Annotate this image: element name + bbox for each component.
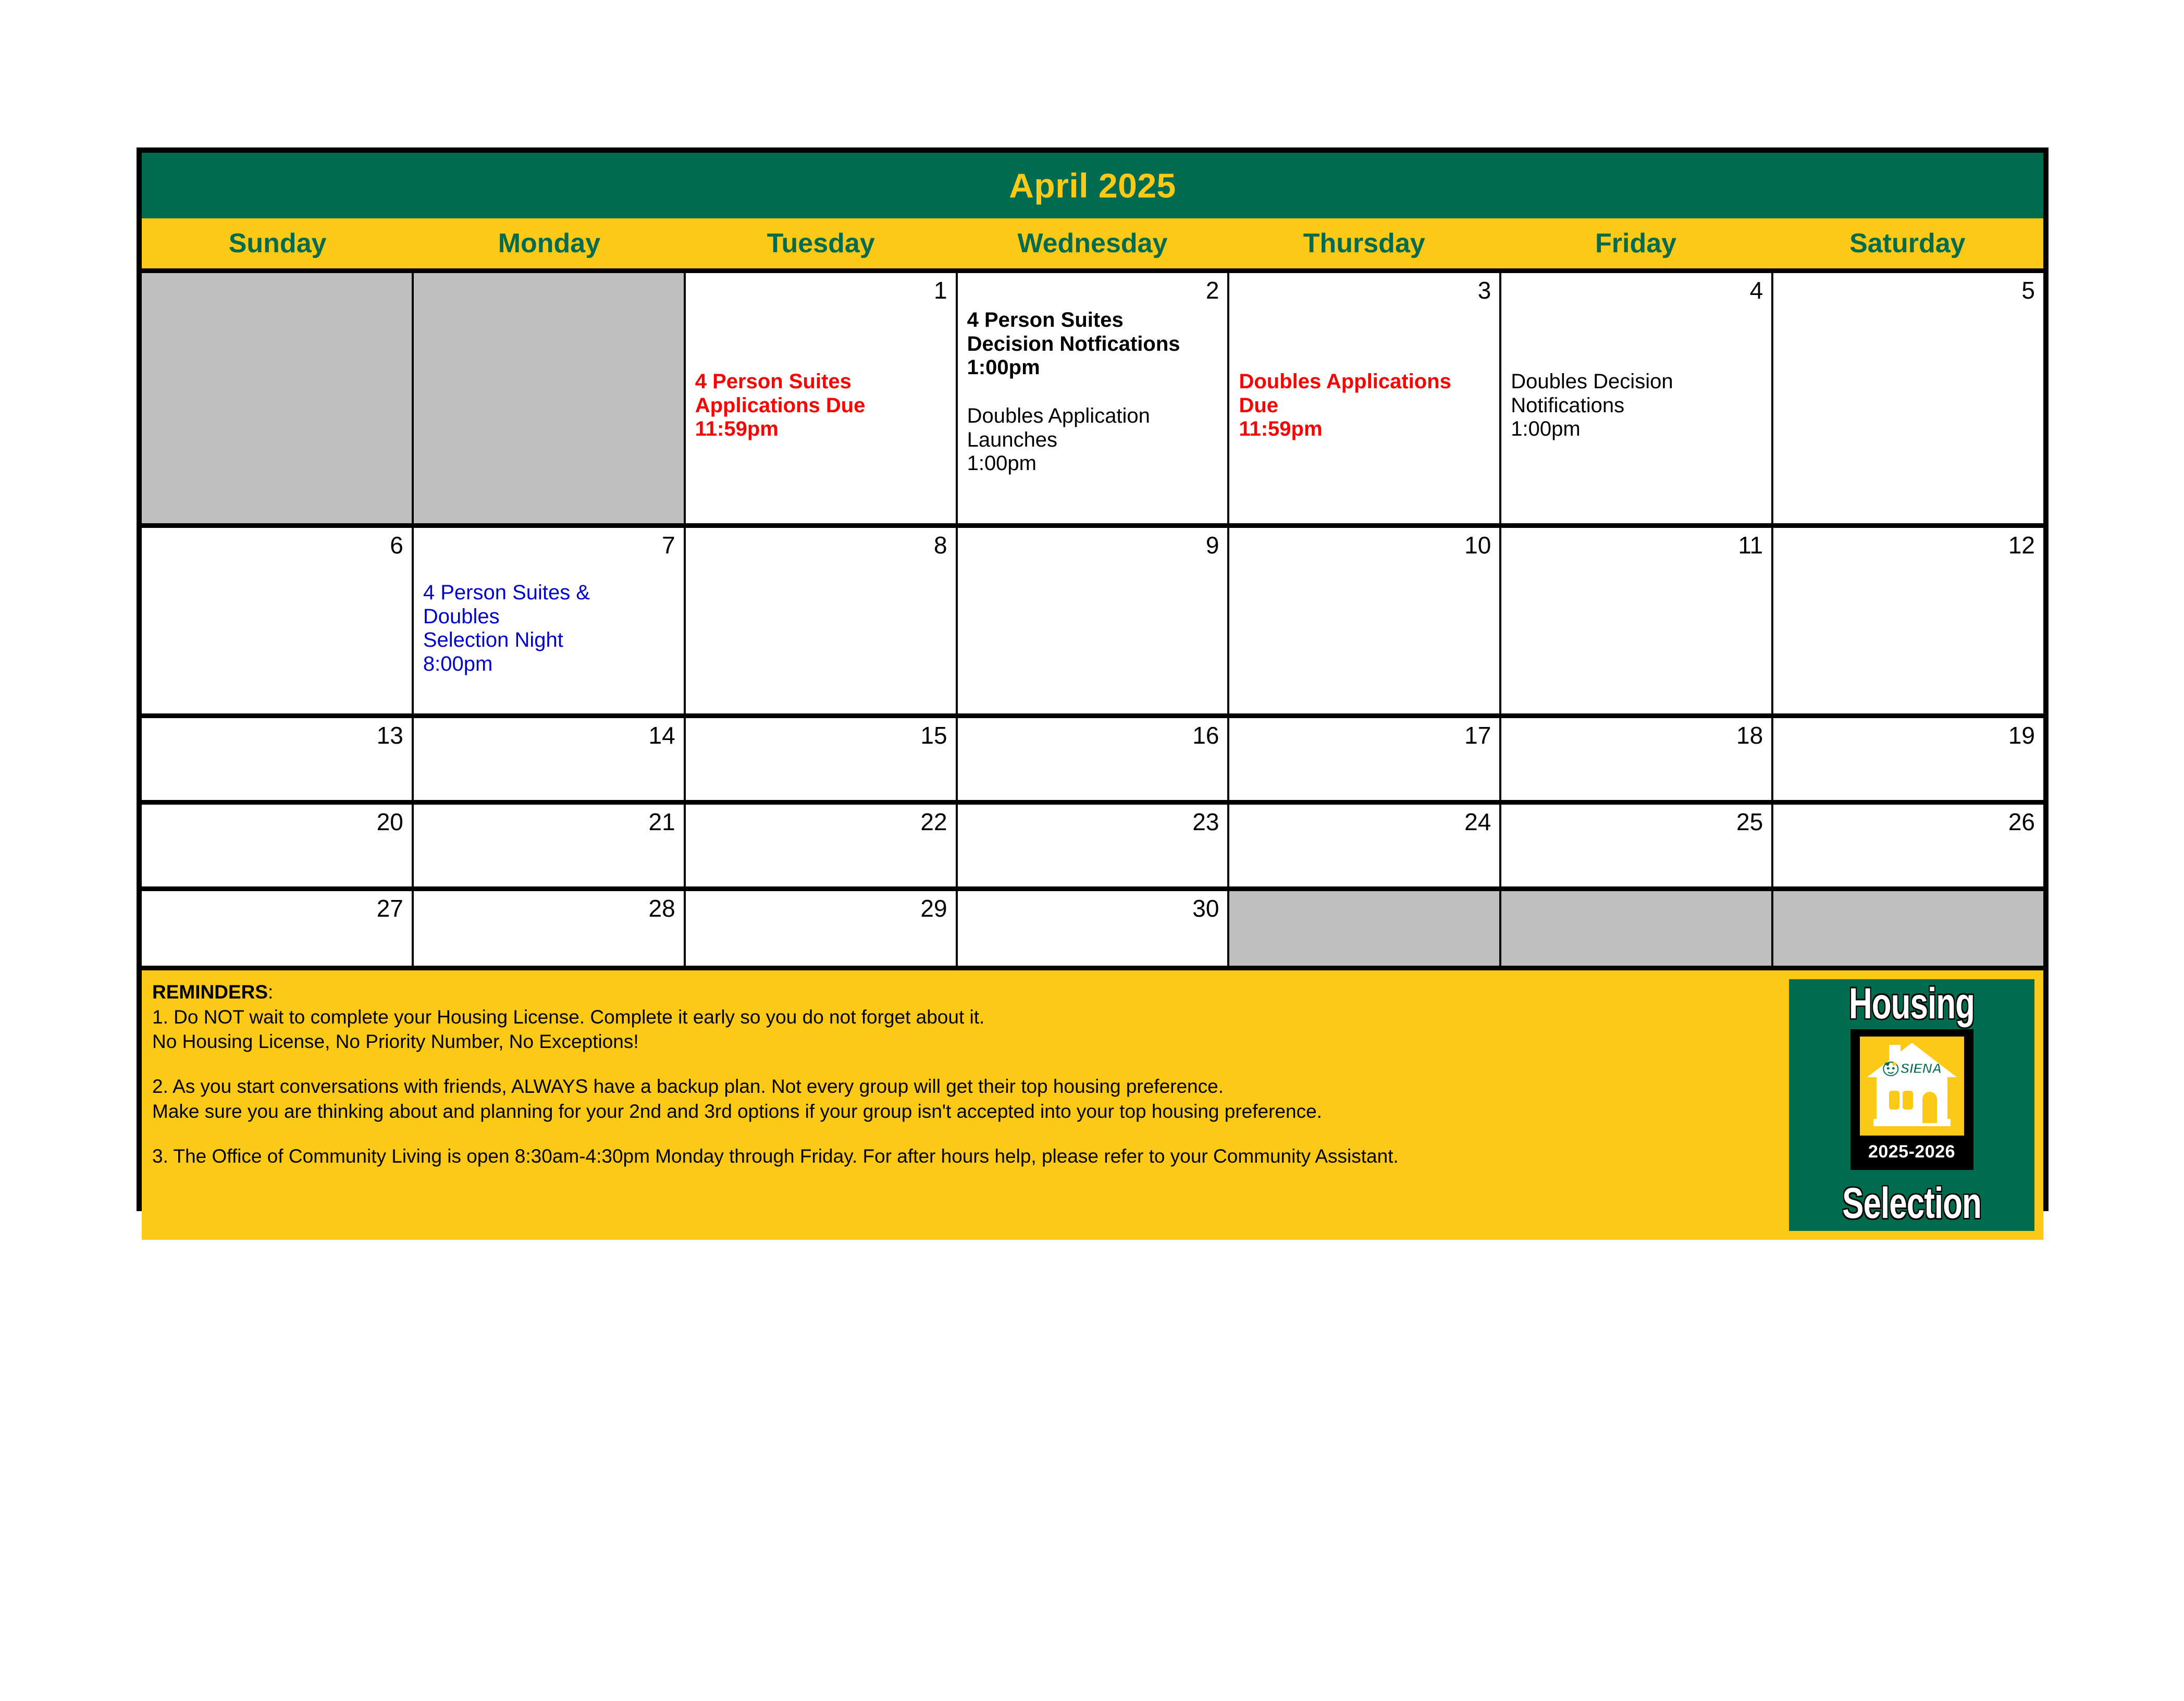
reminders-text (152, 980, 1767, 1168)
day-number: 21 (648, 808, 675, 835)
calendar-event-line: Doubles Application (967, 404, 1150, 427)
calendar-event-line: Doubles Decision (1511, 370, 1673, 393)
day-cell-14[interactable] (414, 718, 686, 800)
day-number: 22 (920, 808, 947, 835)
calendar-event-line: Due (1239, 393, 1279, 417)
day-number: 4 (1749, 277, 1763, 304)
day-number: 2 (1205, 277, 1219, 304)
day-number: 26 (2008, 808, 2035, 835)
calendar-event-line: Doubles (423, 605, 500, 628)
calendar-event-line: 4 Person Suites (695, 370, 852, 393)
day-cell-19[interactable] (1773, 718, 2043, 800)
reminders-heading-line (152, 980, 1767, 1005)
calendar-event[interactable] (695, 370, 948, 441)
day-cell-21[interactable] (414, 805, 686, 886)
day-cell-3[interactable] (1229, 273, 1501, 523)
calendar-week-row (142, 528, 2043, 718)
day-cell-10[interactable] (1229, 528, 1501, 713)
reminders-line: 3. The Office of Community Living is open 8:30am-4:30pm Monday through Friday. For after hours help, please refer to your Community Assistant. (152, 1145, 1399, 1167)
weekday-header-saturday: Saturday (1849, 228, 1966, 258)
day-number: 9 (1205, 532, 1219, 559)
day-number: 13 (376, 722, 403, 749)
calendar-event-line: Doubles Applications (1239, 370, 1451, 393)
reminders-spacer (152, 1054, 1767, 1074)
calendar-event[interactable] (1511, 370, 1764, 441)
calendar-event-line: Selection Night (423, 628, 563, 652)
weekday-header-wednesday: Wednesday (1017, 228, 1168, 258)
day-cell-8[interactable] (686, 528, 958, 713)
day-cell-23[interactable] (958, 805, 1230, 886)
day-number: 24 (1464, 808, 1491, 835)
reminders-heading-colon: : (268, 981, 274, 1003)
day-number: 5 (2021, 277, 2035, 304)
day-number: 10 (1464, 532, 1491, 559)
reminders-line: 2. As you start conversations with friends, ALWAYS have a backup plan. Not every group will get their top housing preference. (152, 1076, 1224, 1098)
day-cell-empty (1773, 891, 2043, 966)
month-title-bar (142, 153, 2043, 218)
calendar-week-row (142, 718, 2043, 805)
day-number: 17 (1464, 722, 1491, 749)
calendar-event[interactable] (967, 309, 1220, 380)
day-cell-22[interactable] (686, 805, 958, 886)
day-number: 1 (933, 277, 947, 304)
day-cell-17[interactable] (1229, 718, 1501, 800)
day-number: 30 (1192, 895, 1219, 922)
day-number: 19 (2008, 722, 2035, 749)
calendar-event-line: 1:00pm (1511, 417, 1581, 441)
calendar-week-row (142, 891, 2043, 970)
day-number: 29 (920, 895, 947, 922)
day-number: 27 (376, 895, 403, 922)
reminders-line: No Housing License, No Priority Number, No Exceptions! (152, 1031, 639, 1053)
calendar-event-line: Decision Notfications (967, 332, 1180, 355)
calendar-event-line: 4 Person Suites & (423, 581, 590, 604)
calendar-event-line: Launches (967, 428, 1058, 451)
reminders-spacer (152, 1124, 1767, 1144)
logo-word-housing: Housing (1849, 979, 1975, 1028)
day-cell-25[interactable] (1501, 805, 1773, 886)
calendar-container (137, 147, 2049, 1228)
day-number: 3 (1477, 277, 1491, 304)
weekday-header-monday: Monday (498, 228, 601, 258)
weekday-header-row (142, 218, 2043, 268)
day-number: 25 (1736, 808, 1763, 835)
day-cell-27[interactable] (142, 891, 414, 966)
reminders-line: 1. Do NOT wait to complete your Housing License. Complete it early so you do not forget about it. (152, 1006, 985, 1028)
day-cell-2[interactable] (958, 273, 1230, 523)
calendar-event-line: 11:59pm (1239, 417, 1323, 441)
logo-year-range: 2025-2026 (1868, 1142, 1956, 1162)
page-title: April 2025 (1009, 166, 1176, 205)
day-cell-29[interactable] (686, 891, 958, 966)
calendar-event[interactable] (967, 404, 1220, 476)
day-cell-28[interactable] (414, 891, 686, 966)
siena-wordmark: SIENA (1900, 1061, 1942, 1076)
day-cell-11[interactable] (1501, 528, 1773, 713)
weekday-header-friday: Friday (1595, 228, 1677, 258)
day-cell-6[interactable] (142, 528, 414, 713)
day-number: 12 (2008, 532, 2035, 559)
logo-word-selection: Selection (1842, 1179, 1981, 1228)
day-cell-13[interactable] (142, 718, 414, 800)
day-cell-9[interactable] (958, 528, 1230, 713)
day-cell-20[interactable] (142, 805, 414, 886)
calendar-event-line: 1:00pm (967, 452, 1037, 475)
day-cell-empty (142, 273, 414, 523)
day-number: 20 (376, 808, 403, 835)
day-number: 7 (662, 532, 675, 559)
housing-selection-logo (1785, 976, 2038, 1235)
calendar-event[interactable] (1239, 370, 1492, 441)
day-number: 28 (648, 895, 675, 922)
weekday-header-tuesday: Tuesday (767, 228, 875, 258)
day-cell-4[interactable] (1501, 273, 1773, 523)
day-cell-16[interactable] (958, 718, 1230, 800)
day-number: 18 (1736, 722, 1763, 749)
day-number: 15 (920, 722, 947, 749)
reminders-line: Make sure you are thinking about and planning for your 2nd and 3rd options if your group isn't accepted into your top housing preference. (152, 1100, 1322, 1122)
saint-mascot-icon (1882, 1061, 1899, 1076)
day-number: 6 (390, 532, 403, 559)
day-cell-7[interactable] (414, 528, 686, 713)
calendar-event[interactable] (423, 581, 676, 676)
calendar-week-row (142, 273, 2043, 528)
weekday-header-sunday: Sunday (228, 228, 327, 258)
day-cell-26[interactable] (1773, 805, 2043, 886)
calendar-event-line: 11:59pm (695, 417, 779, 441)
day-cell-30[interactable] (958, 891, 1230, 966)
siena-logo-mark (1882, 1061, 1942, 1076)
day-cell-24[interactable] (1229, 805, 1501, 886)
day-cell-18[interactable] (1501, 718, 1773, 800)
day-cell-1[interactable] (686, 273, 958, 523)
day-cell-empty (414, 273, 686, 523)
day-number: 11 (1738, 532, 1763, 559)
day-cell-empty (1229, 891, 1501, 966)
reminders-heading: REMINDERS (152, 981, 268, 1003)
day-cell-empty (1501, 891, 1773, 966)
day-cell-5[interactable] (1773, 273, 2043, 523)
day-number: 23 (1192, 808, 1219, 835)
calendar-event-line: 8:00pm (423, 652, 493, 675)
house-icon (1860, 1037, 1964, 1136)
day-cell-15[interactable] (686, 718, 958, 800)
logo-badge (1850, 1029, 1973, 1170)
day-number: 16 (1192, 722, 1219, 749)
calendar-event-line: Applications Due (695, 393, 866, 417)
day-number: 14 (648, 722, 675, 749)
calendar-week-row (142, 805, 2043, 891)
reminders-panel (142, 970, 2043, 1240)
calendar-event-line: 4 Person Suites (967, 309, 1124, 331)
calendar-event-line: 1:00pm (967, 356, 1040, 379)
day-number: 8 (933, 532, 947, 559)
calendar-event-line: Notifications (1511, 393, 1625, 417)
day-cell-12[interactable] (1773, 528, 2043, 713)
calendar-grid (142, 268, 2043, 970)
weekday-header-thursday: Thursday (1303, 228, 1425, 258)
